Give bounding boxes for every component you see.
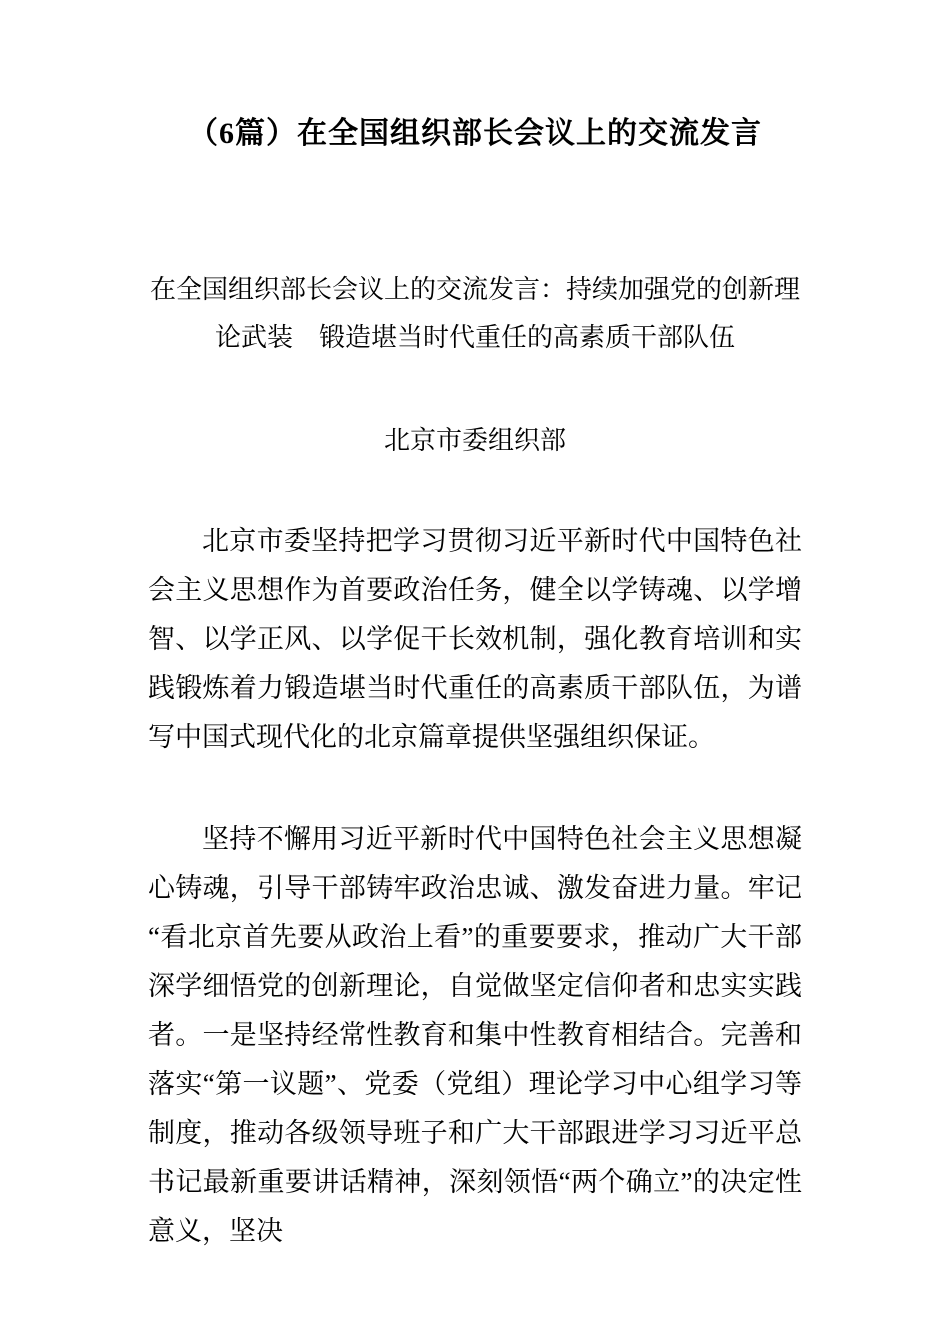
body-paragraph-1: 北京市委坚持把学习贯彻习近平新时代中国特色社会主义思想作为首要政治任务，健全以学铸魂、以学增智、以学正风、以学促干长效机制，强化教育培训和实践锻炼着力锻造堪当时代重任的高素质干部队伍，为谱写中国式现代化的北京篇章提供坚强组织保证。 [148,526,802,752]
author-line: 北京市委组织部 [383,426,566,455]
subtitle-line-1: 在全国组织部长会议上的交流发言：持续加强党的创新理 [149,275,800,304]
document-subtitle [148,266,802,362]
document-title: （6篇）在全国组织部长会议上的交流发言 [188,117,762,150]
document-body [148,517,802,1256]
body-paragraph-2: 坚持不懈用习近平新时代中国特色社会主义思想凝心铸魂，引导干部铸牢政治忠诚、激发奋进力量。牢记“看北京首先要从政治上看”的重要要求，推动广大干部深学细悟党的创新理论，自觉做坚定信仰者和忠实实践者。一是坚持经常性教育和集中性教育相结合。完善和落实“第一议题”、党委（党组）理论学习中心组学习等制度，推动各级领导班子和广大干部跟进学习习近平总书记最新重要讲话精神，深刻领悟“两个确立”的决定性意义，坚决 [148,824,802,1246]
subtitle-line-2: 论武装 锻造堪当时代重任的高素质干部队伍 [214,323,735,352]
